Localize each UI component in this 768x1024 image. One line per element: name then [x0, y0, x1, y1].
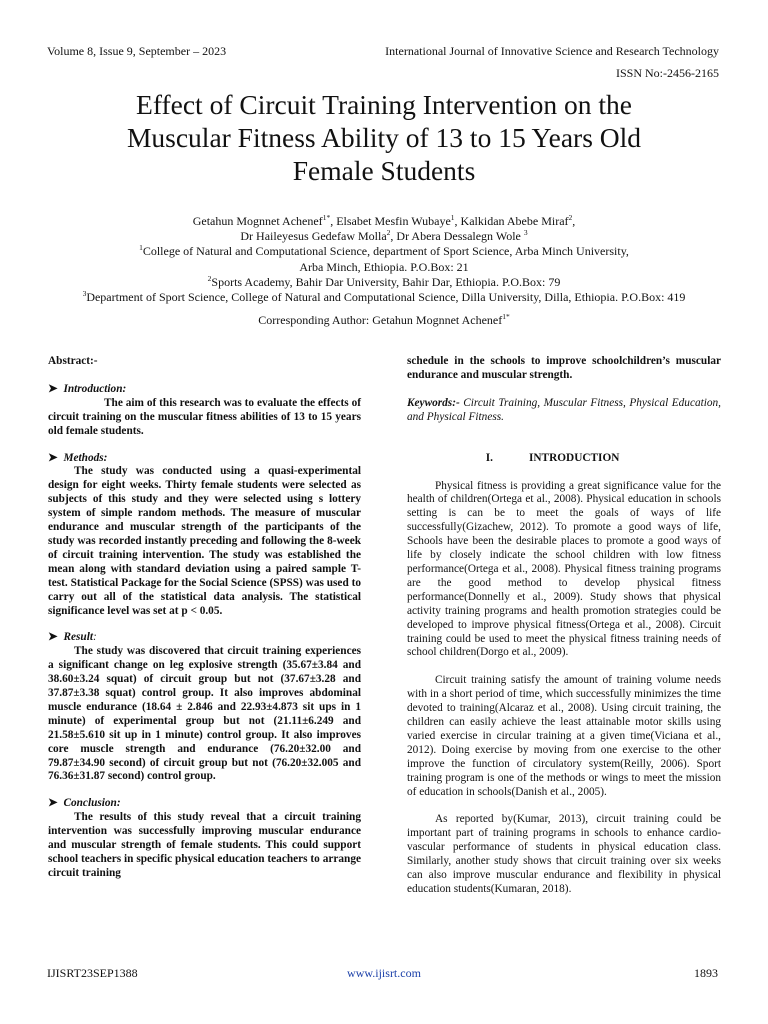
methods-label: Methods:	[63, 451, 108, 464]
abstract-result-label	[48, 631, 361, 645]
title-line-1: Effect of Circuit Training Intervention on the	[136, 89, 632, 120]
bullet-arrow-icon: ➤	[48, 382, 58, 395]
abstract-intro-text: The aim of this research was to evaluate the effects of circuit training on the muscular fitness abilities of 13 to 15 years old female students.	[48, 396, 361, 437]
intro-paragraph-1: Physical fitness is providing a great significance value for the health of children(Ortega et al., 2008). Physical education in schools setting is can be to meet the goals of ways of life successfully(Gizachew, 2012). To promote a good ways of life, Schools have been the desirable places to promote a good ways of life by closely indicate the school children with low fitness performance(Ortega et al., 2008). Physical fitness training programs are the good method to develop physical fitness performance(Donnelly et al., 2009). Study shows that physical activity training programs and health promotion strategies could be developed to improve physical fitness(Ortega et al., 2008). Circuit training could be used to meet the physical fitness training needs of school children(Dorgo et al., 2009).	[407, 479, 721, 659]
bullet-arrow-icon: ➤	[48, 797, 58, 810]
affiliation-1-cont: Arba Minch, Ethiopia. P.O.Box: 21	[299, 259, 469, 274]
corresponding-sup: 1*	[502, 312, 510, 321]
keywords-text: Circuit Training, Muscular Fitness, Physical Education, and Physical Fitness.	[407, 396, 721, 423]
author-sup: 1	[450, 213, 455, 222]
keywords-label: Keywords:-	[407, 396, 460, 409]
abstract-conclusion-cont: schedule in the schools to improve schoolchildren’s muscular endurance and muscular strength.	[407, 355, 721, 381]
author-sup: 2	[386, 228, 391, 238]
section-number: I.	[485, 451, 493, 464]
volume-issue: Volume 8, Issue 9, September – 2023	[47, 44, 227, 58]
result-label: Result	[63, 631, 93, 644]
bullet-arrow-icon: ➤	[48, 631, 58, 644]
result-colon: :	[92, 631, 97, 644]
author-sup: 3	[523, 228, 528, 238]
author-line-1	[20, 214, 748, 229]
abstract-result-text: The study was discovered that circuit training experiences a significant change on leg explosive strength (35.67±3.84 and 38.60±3.24 squat) of circuit group but not (37.67±3.28 and 37.87±3.38 squat) control group. It also improves abdominal muscle endurance (18.64 ± 2.846 and 22.93±4.873 sit ups in 1 minute) of experimental group but not (21.11±6.249 and 21.58±5.610 sit up in 1 minute) control group. It also improves core muscle strength and endurance (76.20±32.00 and 79.87±34.90 second) of circuit group but not (76.20±32.005 and 76.36±31.87 second) control group.	[48, 645, 361, 783]
abstract-methods-label	[48, 452, 361, 466]
affiliation-1	[20, 244, 748, 259]
journal-name: International Journal of Innovative Science and Research Technology	[385, 44, 719, 58]
abstract-methods-text: The study was conducted using a quasi-experimental design for eight weeks. Thirty female students were selected as subjects of this study and they were selected using s lottery system of simple random methods. The measure of muscular endurance and muscular strength of the participants of the study was recorded instantly preceding and following the 8-week of circuit training intervention. The study was established the mean along with standard deviation using a paired sample T-test. Statistical Package for the Social Science (SPSS) was used to carry out all of the statistical data analysis. The statistical significance level was set at p < 0.05.	[48, 465, 361, 617]
author-sup: 1*	[322, 213, 331, 222]
journal-website-link[interactable]: www.ijisrt.com	[347, 966, 421, 980]
intro-label: Introduction:	[63, 382, 127, 395]
affiliation-sup: 1	[139, 243, 143, 253]
conclusion-label: Conclusion:	[63, 797, 121, 810]
abstract-intro-label	[48, 383, 361, 397]
paper-id: IJISRT23SEP1388	[47, 966, 138, 980]
title-line-2: Muscular Fitness Ability of 13 to 15 Years Old	[126, 122, 642, 153]
title-line-3: Female Students	[292, 155, 476, 186]
affiliation-2	[20, 275, 748, 290]
author-name: , Kalkidan Abebe Miraf	[454, 214, 569, 228]
corresponding-author	[20, 313, 748, 328]
section-title: INTRODUCTION	[529, 451, 620, 464]
paper-title	[40, 88, 728, 187]
section-heading-introduction	[407, 452, 721, 466]
right-column	[407, 355, 721, 911]
affiliation-sup: 2	[207, 273, 212, 283]
affiliation-text: Department of Sport Science, College of Natural and Computational Science, Dilla University, Dilla, Ethiopia. P.O.Box: 419	[86, 290, 686, 305]
affiliation-text: Sports Academy, Bahir Dar University, Bahir Dar, Ethiopia. P.O.Box: 79	[211, 274, 561, 289]
author-name: Getahun Mognnet Achenef	[192, 214, 323, 228]
abstract-conclusion-label	[48, 797, 361, 811]
author-sup: 2	[568, 213, 573, 222]
affiliation-sup: 3	[82, 289, 87, 299]
author-name: , Dr Abera Dessalegn Wole	[390, 229, 524, 244]
left-column	[48, 355, 361, 881]
author-block	[20, 214, 748, 305]
author-sep: ,	[572, 214, 576, 228]
issn: ISSN No:-2456-2165	[615, 66, 719, 80]
bullet-arrow-icon: ➤	[48, 451, 58, 464]
abstract-heading: Abstract:-	[48, 355, 98, 367]
intro-paragraph-3: As reported by(Kumar, 2013), circuit training could be important part of training programs in schools to enhance cardio-vascular performance of students in physical education class. Similarly, another study shows that circuit training over six weeks can also improve muscular endurance and flexibility in physical education students(Kumaran, 2018).	[407, 813, 721, 895]
intro-paragraph-2: Circuit training satisfy the amount of training volume needs with in a short period of time, which successfully minimizes the time devoted to training(Alcaraz et al., 2008). Using circuit training, the children can easily achieve the least attainable motor skills using varied exercise in circular training at a given time(Viciana et al., 2012). Doing exercise by moving from one exercise to the other improve the function of circulatory system(Reilly, 2006). Sport training program is one of the methods or wings to meet the mission of education in schools(Danish et al., 2005).	[407, 674, 721, 798]
abstract-conclusion-text: The results of this study reveal that a circuit training intervention was successfully improving muscular endurance and muscular strength of female students. This could support school teachers in specific physical education teachers to arrange circuit training	[48, 811, 361, 879]
affiliation-text: College of Natural and Computational Science, department of Sport Science, Arba Minch University,	[142, 244, 629, 259]
author-name: , Elsabet Mesfin Wubaye	[330, 214, 451, 228]
affiliation-3	[20, 290, 748, 305]
page-number: 1893	[694, 966, 718, 980]
author-name: Dr Haileyesus Gedefaw Molla	[240, 229, 387, 244]
keywords	[407, 397, 721, 425]
author-line-2	[20, 229, 748, 244]
corresponding-author-text: Corresponding Author: Getahun Mognnet Achenef	[258, 313, 503, 327]
